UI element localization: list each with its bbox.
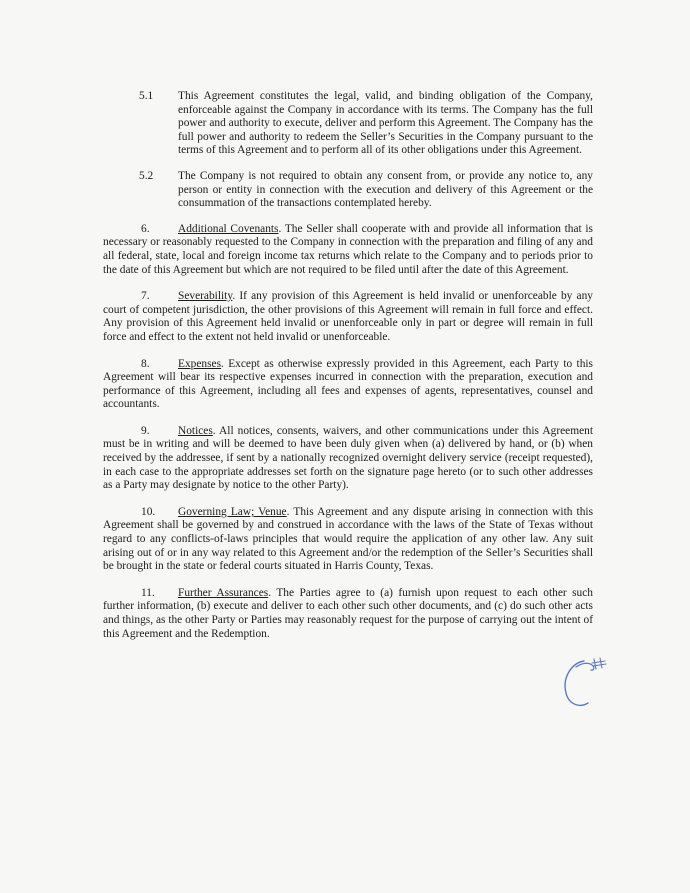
section-text: . All notices, consents, waivers, and other communications under this Agreement must be in writing and will be deemed to have been duly given when (a) delivered by hand, or (b) when received by the addressee, if sent by a nationally recognized overnight delivery service (receipt requested), in each case to the appropriate addresses set forth on the signature page hereto (or to such other addresses as a Party may designate by notice to the other Party).: [103, 424, 593, 492]
section-text: . If any provision of this Agreement is held invalid or unenforceable by any court of competent jurisdiction, the other provisions of this Agreement will remain in full force and effect. Any provision of this Agreement held invalid or unenforceable only in part or degree will remain in full force and effect to the extent not held invalid or unenforceable.: [103, 290, 593, 343]
section-number: 11.: [141, 586, 155, 599]
section-text: . The Seller shall cooperate with and provide all information that is necessary or reasonably requested to the Company in connection with the preparation and filing of any and all federal, state, local and foreign income tax returns which relate to the Company and to periods prior to the date of this Agreement but which are not required to be filed until after the date of this Agreement.: [103, 222, 593, 276]
subsection-text: This Agreement constitutes the legal, valid, and binding obligation of the Company, enforceable against the Company in accordance with its terms. The Company has the full power and authority to execute, deliver and perform this Agreement. The Company has the full power and authority to redeem the Seller’s Securities in the Company pursuant to the terms of this Agreement and to perform all of its other obligations under this Agreement.: [178, 90, 593, 157]
section-10-governing-law: [103, 506, 593, 574]
subsection-number: 5.1: [139, 90, 154, 102]
section-11-further-assurances: [103, 587, 593, 641]
section-number: 7.: [141, 290, 150, 303]
section-number: 9.: [141, 424, 150, 437]
subsection-text: The Company is not required to obtain any consent from, or provide any notice to, any person or entity in connection with the execution and delivery of this Agreement or the consummation of the transactions contemplated hereby.: [178, 169, 593, 210]
section-text: . The Parties agree to (a) furnish upon request to each other such further information, (b) execute and deliver to each other such other documents, and (c) do such other acts and things, as the other Party or Parties may reasonably request for the purpose of carrying out the intent of this Agreement and the Redemption.: [103, 586, 593, 640]
handwritten-initials: [558, 655, 618, 715]
agreement-body: [103, 90, 593, 654]
section-heading: Notices: [178, 424, 213, 437]
section-heading: Expenses: [178, 357, 222, 370]
section-heading: Governing Law; Venue: [178, 505, 287, 518]
section-7-severability: [103, 290, 593, 344]
section-heading: Severability: [178, 290, 233, 303]
section-6-additional-covenants: [103, 223, 593, 277]
section-number: 10.: [141, 505, 156, 518]
section-8-expenses: [103, 358, 593, 412]
section-number: 8.: [141, 357, 150, 370]
section-9-notices: [103, 425, 593, 493]
subsection-5-1: [103, 90, 593, 158]
section-heading: Further Assurances: [178, 586, 269, 599]
subsection-5-2: [103, 170, 593, 211]
section-heading: Additional Covenants: [178, 222, 279, 235]
section-number: 6.: [141, 222, 150, 235]
section-text: . Except as otherwise expressly provided in this Agreement, each Party to this Agreement will bear its respective expenses incurred in connection with the preparation, execution and performance of this Agreement, including all fees and expenses of agents, representatives, counsel and accountants.: [103, 357, 593, 411]
section-text: . This Agreement and any dispute arising in connection with this Agreement shall be governed by and construed in accordance with the laws of the State of Texas without regard to any conflicts-of-laws principles that would require the application of any other law. Any suit arising out of or in any way related to this Agreement and/or the redemption of the Seller’s Securities shall be brought in the state or federal courts situated in Harris County, Texas.: [103, 505, 594, 573]
subsection-number: 5.2: [139, 169, 154, 182]
